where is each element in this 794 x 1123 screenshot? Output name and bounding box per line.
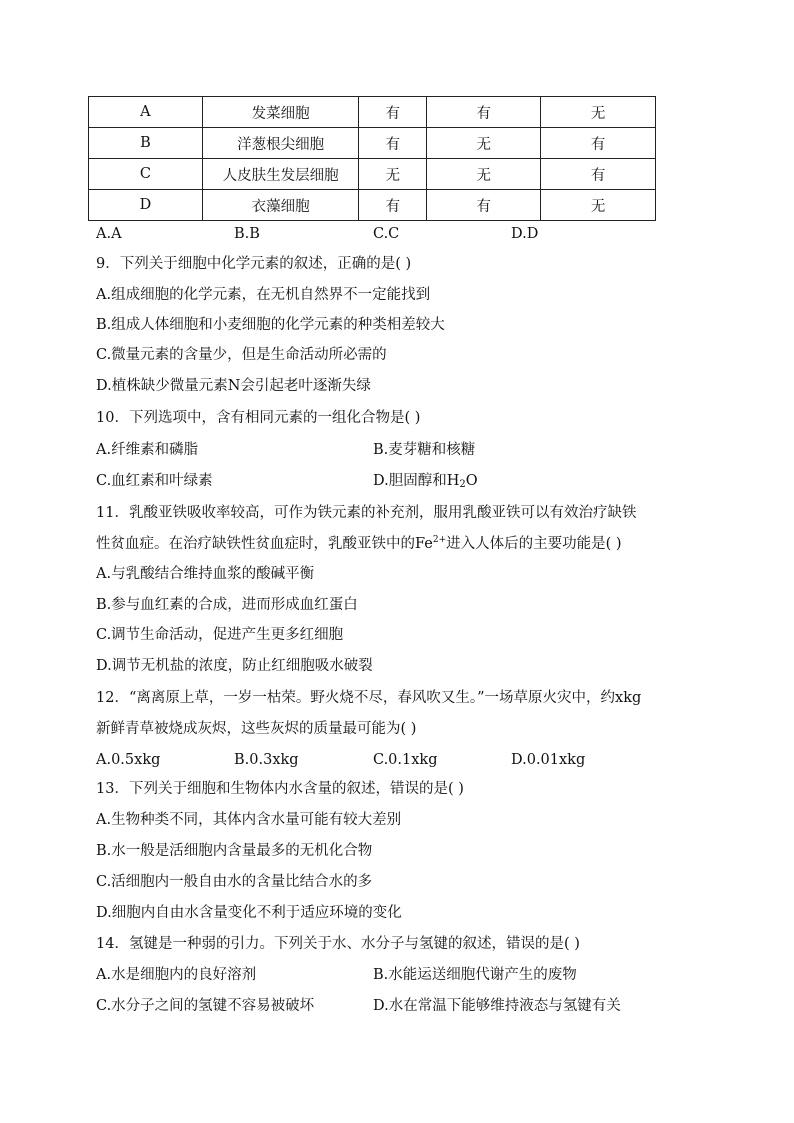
q11-stem-line1: 11．乳酸亚铁吸收率较高，可作为铁元素的补充剂，服用乳酸亚铁可以有效治疗缺铁 [96,505,637,521]
table-cell: A [89,97,203,128]
table-row [89,128,656,159]
q9-option-d: D.植株缺少微量元素N会引起老叶逐渐失绿 [96,378,371,394]
table-cell: 无 [541,190,656,221]
q9-stem: 9．下列关于细胞中化学元素的叙述，正确的是( ) [96,256,412,272]
table-cell: 有 [427,190,541,221]
q14-stem: 14．氢键是一种弱的引力。下列关于水、水分子与氢键的叙述，错误的是( ) [96,936,580,952]
q10-stem: 10．下列选项中，含有相同元素的一组化合物是( ) [96,410,421,426]
table-cell: 洋葱根尖细胞 [202,128,359,159]
table-row [89,159,656,190]
table-row [89,97,656,128]
q10-subscript: 2 [459,479,466,490]
q13-option-a: A.生物种类不同，其体内含水量可能有较大差别 [96,812,402,828]
q10-option-b: B.麦芽糖和核糖 [373,442,476,458]
q11-option-a: A.与乳酸结合维持血浆的酸碱平衡 [96,566,315,582]
q10-option-c: C.血红素和叶绿素 [96,473,213,489]
q13-option-d: D.细胞内自由水含量变化不利于适应环境的变化 [96,905,402,921]
q10-option-a: A.纤维素和磷脂 [96,442,199,458]
q14-option-b: B.水能运送细胞代谢产生的废物 [373,967,577,983]
q12-stem-line1: 12．“离离原上草，一岁一枯荣。野火烧不尽，春风吹又生。”一场草原火灾中，约xkg [96,690,642,706]
q13-option-c: C.活细胞内一般自由水的含量比结合水的多 [96,874,373,890]
q13-stem: 13．下列关于细胞和生物体内水含量的叙述，错误的是( ) [96,781,464,797]
q14-option-a: A.水是细胞内的良好溶剂 [96,967,257,983]
table-cell: C [89,159,203,190]
q8-option-d: D.D [511,226,539,242]
q8-option-c: C.C [373,226,400,242]
table-cell: B [89,128,203,159]
table-cell: 有 [541,159,656,190]
q9-option-b: B.组成人体细胞和小麦细胞的化学元素的种类相差较大 [96,317,445,333]
q13-option-b: B.水一般是活细胞内含量最多的无机化合物 [96,843,373,859]
q11-stem-line2 [96,534,622,554]
q8-option-b: B.B [234,226,260,242]
q10-option-d-text: D.胆固醇和H [373,473,460,489]
table-cell: 无 [427,159,541,190]
q11-superscript: 2+ [432,535,447,545]
table-cell: 有 [359,97,427,128]
q8-option-a: A.A [96,226,122,242]
q10-option-d [373,471,478,491]
table-cell: 无 [541,97,656,128]
q12-option-b: B.0.3xkg [234,752,299,768]
q11-stem-text-b: 进入人体后的主要功能是( ) [446,536,622,552]
table-cell: 无 [427,128,541,159]
table-cell: 有 [541,128,656,159]
table-cell: 发菜细胞 [202,97,359,128]
table-cell: D [89,190,203,221]
q11-option-b: B.参与血红素的合成，进而形成血红蛋白 [96,597,358,613]
q9-option-c: C.微量元素的含量少，但是生命活动所必需的 [96,347,387,363]
table-cell: 有 [427,97,541,128]
q12-option-c: C.0.1xkg [373,752,438,768]
q10-option-d-tail: O [465,473,478,489]
table-cell: 衣藻细胞 [202,190,359,221]
q12-option-a: A.0.5xkg [96,752,161,768]
q14-option-c: C.水分子之间的氢键不容易被破坏 [96,998,315,1014]
table-row [89,190,656,221]
q11-stem-text-a: 性贫血症。在治疗缺铁性贫血症时，乳酸亚铁中的Fe [96,536,433,552]
q12-option-d: D.0.01xkg [511,752,586,768]
q12-stem-line2: 新鲜青草被烧成灰烬，这些灰烬的质量最可能为( ) [96,721,417,737]
table-cell: 有 [359,128,427,159]
q11-option-c: C.调节生命活动，促进产生更多红细胞 [96,627,344,643]
table-cell: 人皮肤生发层细胞 [202,159,359,190]
table-cell: 无 [359,159,427,190]
q9-option-a: A.组成细胞的化学元素，在无机自然界不一定能找到 [96,287,431,303]
cell-structure-table [88,96,656,221]
q11-option-d: D.调节无机盐的浓度，防止红细胞吸水破裂 [96,658,373,674]
q14-option-d: D.水在常温下能够维持液态与氢键有关 [373,998,621,1014]
table-cell: 有 [359,190,427,221]
